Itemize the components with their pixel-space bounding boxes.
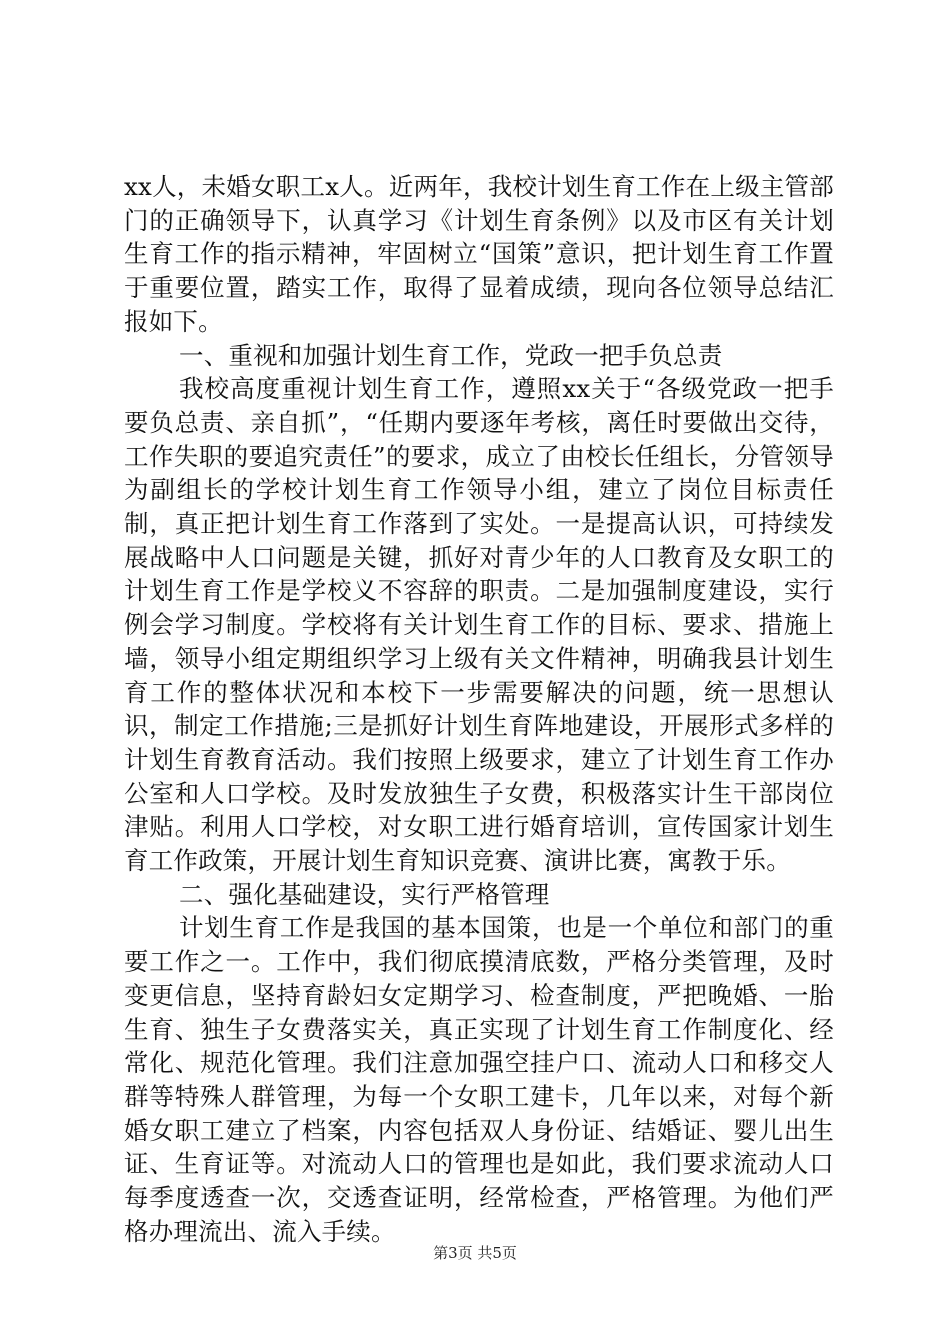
document-body: [124, 170, 834, 1249]
page-number-footer: 第3页 共5页: [433, 1244, 517, 1262]
paragraph-section-2: 计划生育工作是我国的基本国策，也是一个单位和部门的重要工作之一。工作中，我们彻底摸清底数，严格分类管理，及时变更信息，坚持育龄妇女定期学习、检查制度，严把晚婚、一胎生育、独生子女费落实关，真正实现了计划生育工作制度化、经常化、规范化管理。我们注意加强空挂户口、流动人口和移交人群等特殊人群管理，为每一个女职工建卡，几年以来，对每个新婚女职工建立了档案，内容包括双人身份证、结婚证、婴儿出生证、生育证等。对流动人口的管理也是如此，我们要求流动人口每季度透查一次，交透查证明，经常检查，严格管理。为他们严格办理流出、流入手续。: [124, 913, 834, 1246]
paragraph-intro-continued: xx人，未婚女职工x人。近两年，我校计划生育工作在上级主管部门的正确领导下，认真学习《计划生育条例》以及市区有关计划生育工作的指示精神，牢固树立“国策”意识，把计划生育工作置于重要位置，踏实工作，取得了显着成绩，现向各位领导总结汇报如下。: [124, 172, 834, 336]
section-heading-2: 二、强化基础建设，实行严格管理: [179, 879, 550, 909]
section-heading-1: 一、重视和加强计划生育工作，党政一把手负总责: [179, 340, 723, 370]
paragraph-section-1: 我校高度重视计划生育工作，遵照xx关于“各级党政一把手要负总责、亲自抓”，“任期内要逐年考核，离任时要做出交待，工作失职的要追究责任”的要求，成立了由校长任组长，分管领导为副组长的学校计划生育工作领导小组，建立了岗位目标责任制，真正把计划生育工作落到了实处。一是提高认识，可持续发展战略中人口问题是关键，抓好对青少年的人口教育及女职工的计划生育工作是学校义不容辞的职责。二是加强制度建设，实行例会学习制度。学校将有关计划生育工作的目标、要求、措施上墙，领导小组定期组织学习上级有关文件精神，明确我县计划生育工作的整体状况和本校下一步需要解决的问题，统一思想认识，制定工作措施;三是抓好计划生育阵地建设，开展形式多样的计划生育教育活动。我们按照上级要求，建立了计划生育工作办公室和人口学校。及时发放独生子女费，积极落实计生干部岗位津贴。利用人口学校，对女职工进行婚育培训，宣传国家计划生育工作政策，开展计划生育知识竞赛、演讲比赛，寓教于乐。: [124, 374, 834, 876]
